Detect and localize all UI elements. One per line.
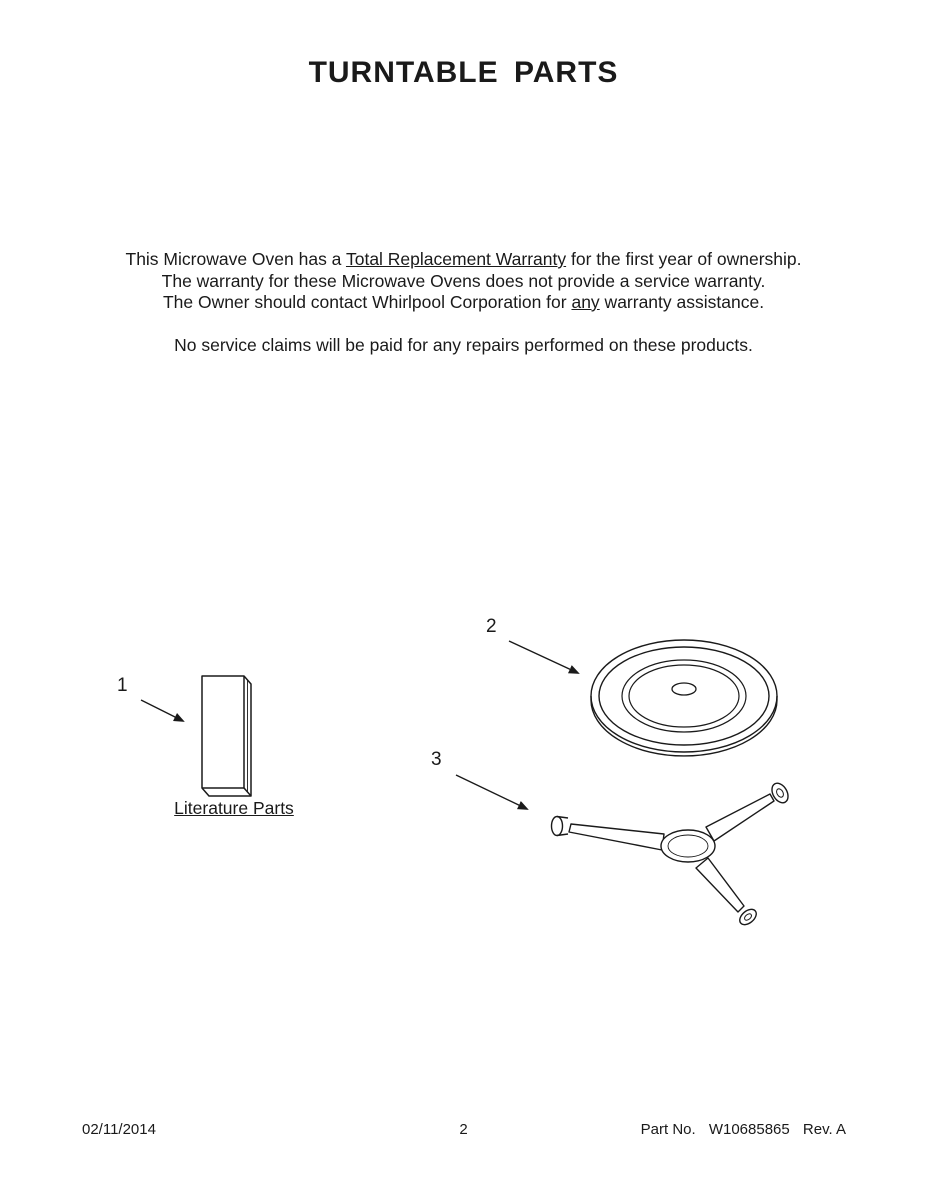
- footer-part-number: W10685865: [708, 1121, 790, 1138]
- warranty-line-1-pre: This Microwave Oven has a: [125, 249, 346, 269]
- callout-number-2: 2: [486, 616, 497, 637]
- footer-part-info: [641, 1121, 846, 1138]
- callout-arrow-3: [456, 775, 527, 809]
- roller-support-illustration: [552, 780, 792, 927]
- warranty-line-4: No service claims will be paid for any repairs performed on these products.: [174, 334, 753, 355]
- warranty-line-1-underlined: Total Replacement Warranty: [345, 249, 567, 269]
- warranty-line-1-post: for the first year of ownership.: [566, 249, 802, 269]
- callout-number-1: 1: [117, 675, 128, 696]
- callout-number-3: 3: [431, 749, 442, 770]
- literature-book-illustration: [202, 676, 251, 796]
- footer-page-number: 2: [459, 1121, 468, 1138]
- warranty-line-3-pre: The Owner should contact Whirlpool Corporation for: [162, 292, 572, 312]
- callout-arrow-1: [141, 700, 183, 721]
- turntable-tray-illustration: [591, 640, 777, 756]
- warranty-line-3-underlined: any: [571, 292, 600, 312]
- warranty-line-2: The warranty for these Microwave Ovens does not provide a service warranty.: [161, 270, 766, 291]
- warranty-line-3-post: warranty assistance.: [599, 292, 765, 312]
- callout-arrow-2: [509, 641, 578, 673]
- footer-revision: Rev. A: [802, 1121, 846, 1138]
- footer-part-no-label: Part No.: [640, 1121, 696, 1138]
- literature-parts-label: Literature Parts: [174, 798, 294, 818]
- footer-date: 02/11/2014: [82, 1121, 156, 1138]
- page-title: TURNTABLE PARTS: [308, 56, 619, 90]
